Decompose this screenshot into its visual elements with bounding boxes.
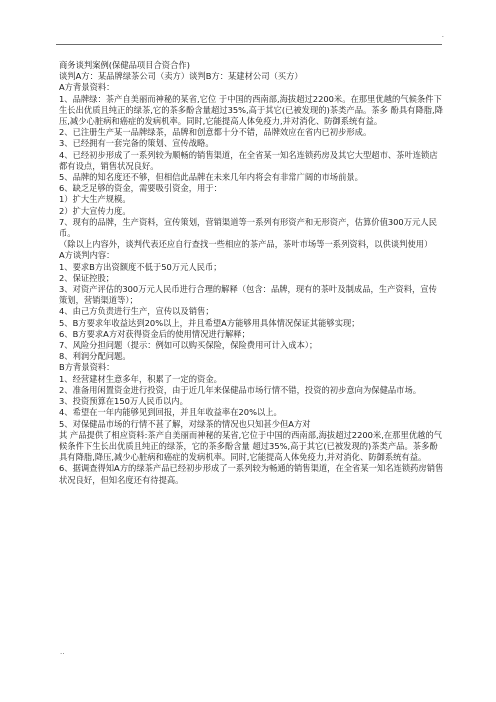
paragraph: 1、品牌绿：茶产自美丽而神秘的某省,它位 于中国的西南部,海拔超过2200米。在那里优越的气候条件下生长出优质且纯正的绿茶,它的茶多酚含量超过35%,高于其它(已被发现的)茶类产品。茶多 酚具有降脂,降压,减少心脏病和癌症的发病机率。同时,它能提高人体免疫力,并对消化、防御系统有益。 xyxy=(59,93,443,127)
paragraph-note: （除以上内容外，谈判代表还应自行查找一些相应的茶产品，茶叶市场等一系列资料，以供谈判使用） xyxy=(59,239,433,250)
paragraph: 7、现有的品牌，生产资料，宣传策划，营销渠道等一系列有形资产和无形资产，估算价值300万元人民币。 xyxy=(59,216,437,239)
paragraph: 8、利润分配问题。 xyxy=(59,351,131,362)
section-heading-b-background: B方背景资料： xyxy=(59,362,115,373)
paragraph: 1）扩大生产规模。 xyxy=(59,194,131,205)
paragraph: 5、B方要求年收益达到20%以上，并且希望A方能够用具体情况保证其能够实现； xyxy=(59,317,360,328)
paragraph: 6、缺乏足够的资金，需要吸引资金，用于： xyxy=(59,183,222,194)
paragraph: 5、品牌的知名度还不够，但相信此品牌在未来几年内将会有非常广阔的市场前景。 xyxy=(59,172,363,183)
header-rule xyxy=(56,44,442,45)
paragraph: 4、由己方负责进行生产，宣传以及销售； xyxy=(59,306,214,317)
section-heading-a-content: A方谈判内容： xyxy=(59,250,115,261)
parties-line: 谈判A方：某品牌绿茶公司（卖方）谈判B方：某建材公司（买方） xyxy=(59,71,303,82)
footer-mark: .. xyxy=(60,648,65,656)
section-heading-a-background: A方背景资料： xyxy=(59,82,115,93)
document-body xyxy=(59,60,444,486)
paragraph: 其 产品提供了相应资料:茶产自美丽而神秘的某省,它位于中国的西南部,海拔超过2200米,在那里优越的气候条件下生长出优质且纯正的绿茶，它的茶多酚含量 超过35%,高于其它(已被发现的)茶类产品。茶多酚具有降脂,降压,减少心脏病和癌症的发病机率。同时,它能提高人体免疫力,并对消化、防御系统有益。 xyxy=(59,429,442,463)
doc-title: 商务谈判案例(保健品项目合资合作) xyxy=(59,60,190,70)
paragraph: 3、投资预算在150万人民币以内。 xyxy=(59,396,188,407)
paragraph: 2、已注册生产某一品牌绿茶，品牌和创意都十分不错，品牌效应在省内已初步形成。 xyxy=(59,127,372,138)
paragraph: 4、希望在一年内能够见到回报，并且年收益率在20%以上。 xyxy=(59,407,282,418)
paragraph: 3、对资产评估的300万元人民币进行合理的解释（包含：品牌，现有的茶叶及制成品，生产资料，宣传策划，营销渠道等）； xyxy=(59,284,437,306)
paragraph: 2、保证控股； xyxy=(59,272,115,283)
paragraph: 3、已经拥有一套完备的策划、宣传战略。 xyxy=(59,138,214,149)
paragraph: 4、已经初步形成了一系列较为顺畅的销售渠道，在全省某一知名连锁药房及其它大型超市、茶叶连锁店都有设点，销售状况良好。 xyxy=(59,149,438,171)
header-mark: . xyxy=(441,31,444,39)
paragraph: 6、B方要求A方对获得资金后的使用情况进行解释； xyxy=(59,328,250,339)
paragraph: 7、风险分担问题（提示：例如可以购买保险，保险费用可计入成本）； xyxy=(59,340,318,351)
paragraph: 1、经营建材生意多年，积累了一定的资金。 xyxy=(59,373,222,384)
paragraph: 2）扩大宣传力度。 xyxy=(59,205,131,216)
paragraph: 6、据调查得知A方的绿茶产品已经初步形成了一系列较为畅通的销售渠道，在全省某一知名连锁药房销售状况良好，但知名度还有待提高。 xyxy=(59,463,444,485)
paragraph: 2、准备用闲置资金进行投资，由于近几年来保健品市场行情不错，投资的初步意向为保健品市场。 xyxy=(59,384,422,395)
paragraph: 1、要求B方出资额度不低于50万元人民币； xyxy=(59,261,222,272)
paragraph: 5、对保健品市场的行情不甚了解，对绿茶的情况也只知甚少但A方对 xyxy=(59,418,311,429)
